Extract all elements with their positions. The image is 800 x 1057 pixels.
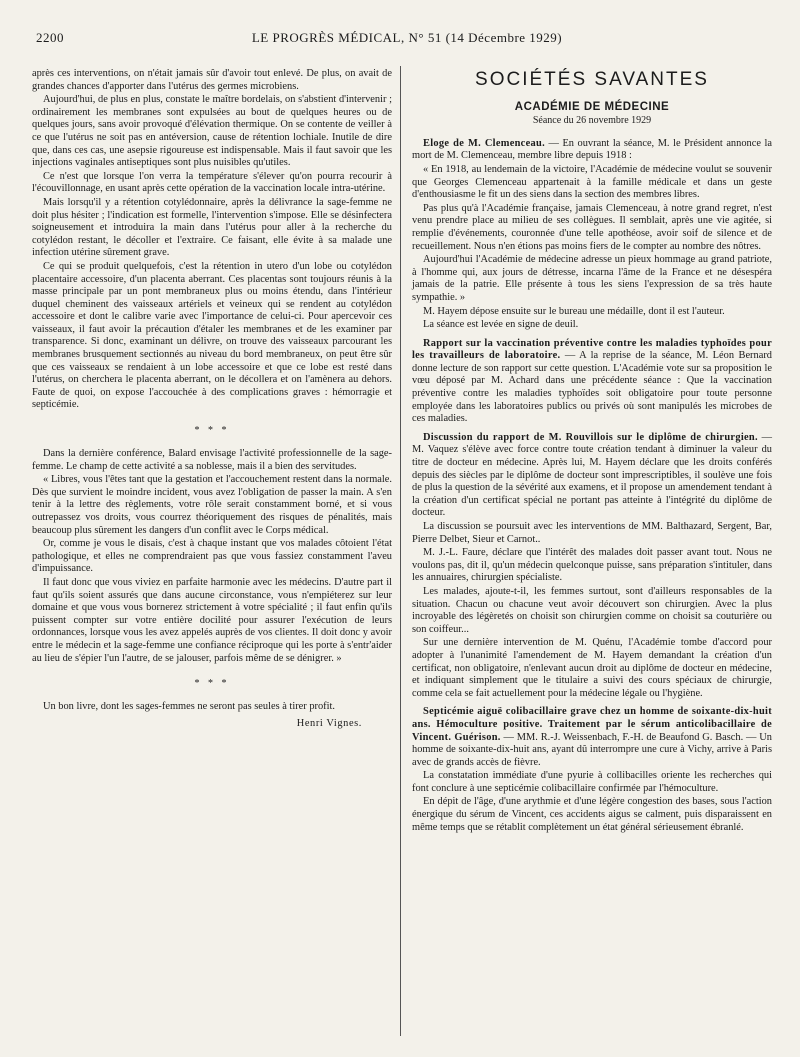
article-text: La constatation immédiate d'une pyurie à collibacilles oriente les recherches qui font conclure à une septicémie colibacillaire confirmée par l'hémoculture. bbox=[412, 770, 772, 794]
paragraph: Aujourd'hui, de plus en plus, constate le maître bordelais, on s'abstient d'intervenir ; ordinairement les membranes sont expulsées au bout de quelques heures ou de quelques jours, sans avoir provoqué d'élévation thermique. On se contente de veiller à ce que l'utérus ne soit pas en antéversion, cause de rétention lochiale. Inutile de dire que, dans ces cas, une asepsie rigoureuse est indispensable. Mais il faut savoir que les injections vaginales antiseptiques sont plus nuisibles qu'utiles. bbox=[32, 94, 392, 169]
article-title: Rapport sur la vaccination préventive contre les maladies typhoïdes pour les travailleurs de laboratoire. bbox=[412, 337, 772, 362]
article-text: Aujourd'hui l'Académie de médecine adresse un pieux hommage au grand patriote, à l'homme qui, aux jours de détresse, incarna l'âme de la France et ne désespéra jamais de la patrie. Elle présente à tous les siens l'expression de sa très haute sympathie. » bbox=[412, 254, 772, 303]
paragraph: Mais lorsqu'il y a rétention cotylédonnaire, après la délivrance la sage-femme ne doit plus hésiter ; l'indication est formelle, l'intervention s'impose. Elle se désinfectera soigneusement et introduira la main dans l'utérus pour aller à la recherche du cotylédon restant, le décoller et l'extraire. Ce faisant, elle évite à sa malade une infection utérine sûrement grave. bbox=[32, 196, 392, 259]
paragraph: Il faut donc que vous viviez en parfaite harmonie avec les médecins. D'autre part il faut qu'ils soient assurés que dans aucune circonstance, vous n'empiéterez sur leur domaine et que vous vous bornerez strictement à votre spécialité ; il faut enfin qu'ils puissent compter sur votre entière docilité pour assurer l'exécution de leurs ordonnances, lorsque vous les avez appelés auprès de vos clientes. Il doit donc y avoir entre le médecin et la sage-femme une confiance réciproque qui les porte à s'entr'aider au lieu de s'épier l'un l'autre, de se jalouser, parfois même de se dénigrer. » bbox=[32, 576, 392, 664]
section-separator: * * * bbox=[194, 425, 230, 437]
article-text: — MM. R.-J. Weissenbach, F.-H. de Beaufond G. Basch. — Un homme de soixante-dix-huit ans, ayant dû interrompre une cure à Vichy, arrive à Paris avec de grands accès de fièvre. bbox=[412, 731, 772, 768]
page-number: 2200 bbox=[36, 30, 64, 45]
section-separator: * * * bbox=[194, 678, 230, 690]
article-eloge bbox=[412, 138, 772, 332]
article-text: Sur une dernière intervention de M. Quénu, l'Académie tombe d'accord pour adopter à l'unanimité l'amendement de M. Hayem demandant la création d'un certificat, non obligatoire, n'enlevant aucun droit au diplôme de docteur en médecine, et indiquant simplement que le titulaire a suivi des cours spéciaux de chirurgie, comme cela se fait actuellement pour la médecine légale ou l'hygiène. bbox=[412, 637, 772, 699]
article-title: Discussion du rapport de M. Rouvillois sur le diplôme de chirurgien. bbox=[423, 431, 758, 443]
column-divider bbox=[400, 66, 401, 1036]
article-text: M. J.-L. Faure, déclare que l'intérêt des malades doit passer avant tout. Nous ne voulons pas, dit il, qu'un médecin quelconque puisse, sans préparation s'intituler, dans les annuaires, chirurgien spécialiste. bbox=[412, 547, 772, 584]
article-text: « En 1918, au lendemain de la victoire, l'Académie de médecine voulut se souvenir que Georges Clemenceau appartenait à la famille médicale et dans un geste d'enthousiasme le fit un des siens dans la section des membres libres. bbox=[412, 163, 772, 201]
article-title: Eloge de M. Clemenceau. bbox=[423, 137, 545, 149]
article-vaccination bbox=[412, 338, 772, 426]
article-septicemie bbox=[412, 706, 772, 834]
article-text: La séance est levée en signe de deuil. bbox=[423, 319, 579, 331]
journal-title: LE PROGRÈS MÉDICAL, N° 51 (14 Décembre 1929) bbox=[251, 30, 563, 45]
article-text: M. Hayem dépose ensuite sur le bureau une médaille, dont il est l'auteur. bbox=[423, 305, 725, 317]
article-text: Les malades, ajoute-t-il, les femmes surtout, sont d'ailleurs responsables de la situation. Chacun ou chacune veut avoir découvert son chirurgien. Avec la plus incroyable des légèretés on choisit son chirurgien comme on choisit sa couturière ou son coiffeur... bbox=[412, 585, 772, 635]
article-text: En dépit de l'âge, d'une arythmie et d'une légère congestion des bases, sous l'action énergique du sérum de Vincent, ces accidents aigus se calment, puis disparaissent en même temps que se rétablit complètement un état général sérieusement ébranlé. bbox=[412, 796, 772, 833]
paragraph: Ce n'est que lorsque l'on verra la température s'élever qu'on pourra recourir à l'écouvillonnage, en usant après cette opération de la vaccination locale intra-utérine. bbox=[32, 170, 392, 195]
paragraph: « Libres, vous l'êtes tant que la gestation et l'accouchement restent dans la normale. Dès que survient le moindre incident, vous avez l'obligation de passer la main. A s'en tenir à la lettre des règlements, votre rôle serait constamment borné, et si vous outrepassez vos droits, vous courrez théoriquement des risques de pénalités, mais beaucoup plus sûrement les dangers d'un conflit avec le Corps médical. bbox=[32, 474, 392, 536]
academy-title: ACADÉMIE DE MÉDECINE bbox=[514, 100, 670, 113]
article-text: La discussion se poursuit avec les interventions de MM. Balthazard, Sergent, Bar, Pierre Delbet, Sieur et Carnot.. bbox=[412, 521, 772, 545]
paragraph: après ces interventions, on n'était jamais sûr d'avoir tout enlevé. De plus, on avait de grandes chances d'apporter dans l'utérus des germes microbiens. bbox=[32, 68, 392, 92]
closing-paragraph: Un bon livre, dont les sages-femmes ne seront pas seules à tirer profit. bbox=[43, 701, 336, 713]
paragraph: Or, comme je vous le disais, c'est à chaque instant que vos malades côtoient l'état pathologique, et elles ne comprendraient pas que vous fassiez constamment l'aveu d'impuissance. bbox=[32, 538, 392, 575]
article-text: Pas plus qu'à l'Académie française, jamais Clemenceau, à notre grand regret, n'est venu prendre place au milieu de ses collègues. Il semblait, après une vie agitée, si remplie d'événements, couronnée d'une telle apothéose, avoir soif de silence et de recueillement. Nous n'en étions pas moins fiers de le compter au nombre des nôtres. bbox=[412, 202, 772, 252]
article-diplome bbox=[412, 432, 772, 700]
article-text: — A la reprise de la séance, M. Léon Bernard donne lecture de son rapport sur cette question. L'Académie vote sur sa proposition le vœu déposé par M. Achard dans une précédente séance : Que la vaccination préventive contre les maladies typhoïdes soit obligatoire pour toute personne employée dans les laboratoires publics ou privés où sont manipulés les microbes de ces maladies. bbox=[412, 350, 772, 425]
article-title: Septicémie aiguë colibacillaire grave chez un homme de soixante-dix-huit ans. Hémoculture positive. Traitement par le sérum anticolibacillaire de Vincent. Guérison. bbox=[412, 706, 772, 743]
article-text: — M. Vaquez s'élève avec force contre toute création tendant à diminuer la valeur du titre de docteur en médecine. Après lui, M. Hayem déclare que les droits conférés depuis des siècles par le diplôme de docteur sont imprescriptibles, il soulève une fois de plus la question de la sévérité aux examens, et il propose un amendement tendant à la création d'un certificat spécial ne portant pas atteinte à l'intégrité du diplôme de docteur. bbox=[412, 431, 772, 519]
right-column bbox=[412, 68, 772, 835]
session-date: Séance du 26 novembre 1929 bbox=[532, 115, 652, 127]
paragraph: Ce qui se produit quelquefois, c'est la rétention in utero d'un lobe ou cotylédon placentaire accessoire, d'un placenta aberrant. Ces placentas sont toujours réunis à la masse principale par un pont membraneux plus ou moins étendu, dans l'intérieur duquel cheminent des vaisseaux artériels et veineux qui se rendent au cotylédon accessoire et dont le calibre varie avec l'importance de celui-ci. Pour apercevoir ces vaisseaux, il faut avoir la précaution d'étaler les membranes et de les examiner par transparence. Si donc, examinant un délivre, on trouve des vaisseaux parcourant les membranes brusquement sectionnés au niveau du bord membraneux, on peut être sûr que ces vaisseaux se rendaient à un lobe accessoire et que ce lobe est resté dans l'utérus, on cherchera le placenta aberrant, on le décollera et on l'amènera au dehors. Faute de quoi, on expose l'accouchée à des complications graves : hémorragie et septicémie. bbox=[32, 260, 392, 411]
section-title: SOCIÉTÉS SAVANTES bbox=[475, 69, 709, 90]
paragraph: Dans la dernière conférence, Balard envisage l'activité professionnelle de la sage-femme. Le champ de cette activité a sa noblesse, mais il a bien des servitudes. bbox=[32, 448, 392, 472]
article-text: — En ouvrant la séance, M. le Président annonce la mort de M. Clemenceau, membre libre depuis 1918 : bbox=[412, 137, 772, 162]
left-column bbox=[32, 68, 392, 730]
page-header bbox=[36, 30, 778, 50]
author-signature: Henri Vignes. bbox=[296, 717, 362, 729]
